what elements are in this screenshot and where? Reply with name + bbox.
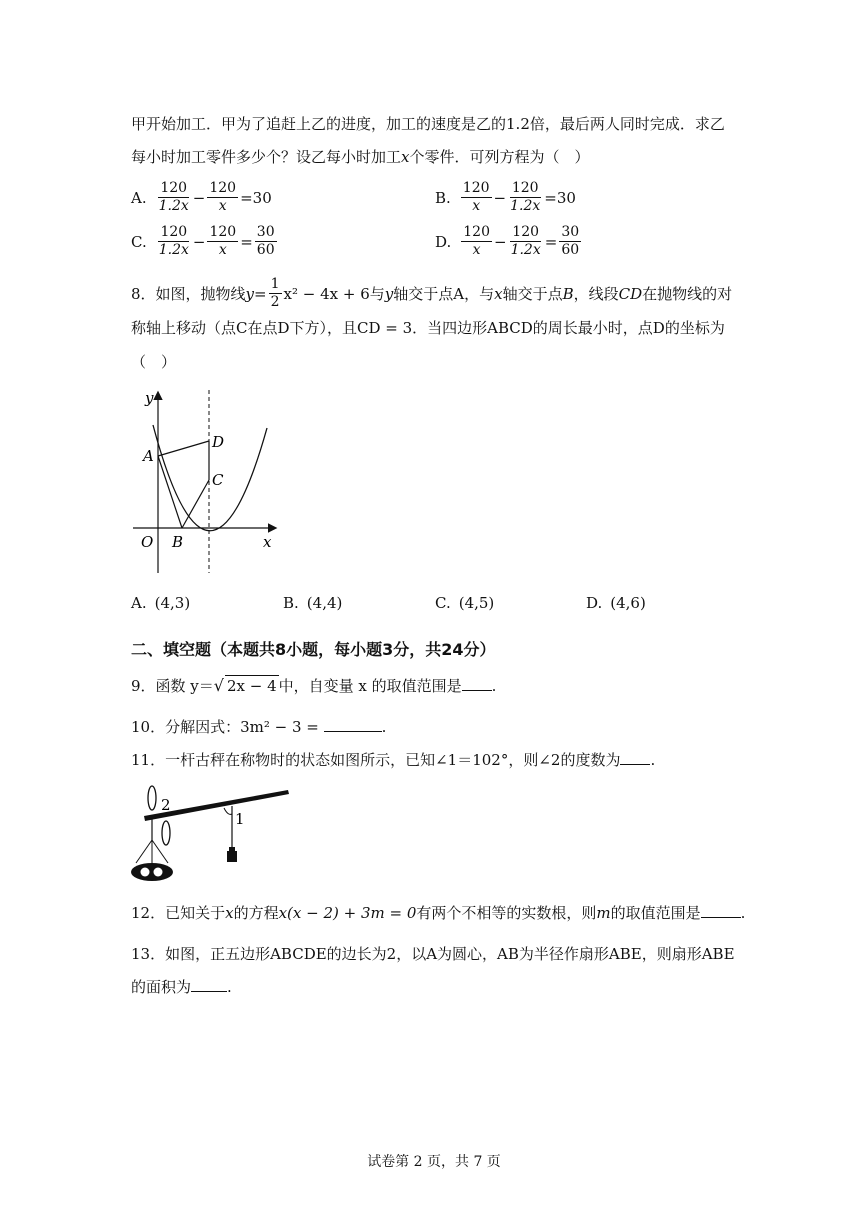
counterweight — [227, 851, 237, 862]
q8-line1: 8．如图，抛物线 y = $\frac{1}{2}$ x² − 4x + 6 与 y 轴交于点A，与 x 轴交于点 B ，线段 CD 在抛物线的对 — [131, 276, 733, 310]
upper-loop — [148, 786, 156, 810]
q7-line2: 每小时加工零件多少个？设乙每小时加工x个零件．可列方程为（ ） — [131, 148, 590, 166]
q13-answer-blank[interactable] — [191, 977, 227, 992]
q8-parabola-figure — [125, 385, 285, 580]
q8-option-c[interactable]: C. (4,5) — [435, 594, 495, 612]
q9-answer-blank[interactable] — [462, 676, 492, 691]
q13-line1: 13．如图，正五边形ABCDE的边长为2，以A为圆心，AB为半径作扇形ABE，则扇形ABE — [131, 945, 735, 963]
q11-line: 11．一杆古秤在称物时的状态如图所示，已知∠1＝102°，则∠2的度数为 . — [131, 751, 656, 769]
angle-1-label: 1 — [235, 810, 245, 828]
segment-ad — [158, 441, 209, 456]
label-b: B — [172, 533, 184, 551]
scale-pan — [131, 863, 173, 881]
q9-line: 9．函数 y＝√ 2x − 4 中，自变量 x 的取值范围是 . — [131, 676, 497, 695]
q7-option-b[interactable]: B. $\frac{120}{x}$ − $\frac{120}{1.2x}$ = 30 — [435, 180, 576, 214]
label-y: y — [145, 389, 154, 407]
label-c: C — [212, 471, 224, 489]
parabola-curve — [153, 425, 267, 531]
q8-line2: 称轴上移动（点C在点D下方），且CD = 3．当四边形ABCD的周长最小时，点D的坐标为 — [131, 319, 725, 337]
q7-option-d[interactable]: D. $\frac{120}{x}$ − $\frac{120}{1.2x}$ = $\frac{30}{60}$ — [435, 224, 580, 258]
page-footer: 试卷第 2 页，共 7 页 — [367, 1154, 501, 1170]
q11-answer-blank[interactable] — [620, 750, 650, 765]
label-o: O — [141, 533, 154, 551]
q7-line1: 甲开始加工．甲为了追赶上乙的进度，加工的速度是乙的1.2倍，最后两人同时完成．求乙 — [131, 115, 725, 133]
section-heading: 二、填空题（本题共8小题，每小题3分，共24分） — [131, 640, 496, 659]
q12-answer-blank[interactable] — [701, 903, 741, 918]
angle-2-label: 2 — [161, 796, 171, 814]
segment-ab — [158, 456, 182, 528]
q13-line2: 的面积为 . — [131, 978, 232, 996]
q11-steelyard-figure — [128, 780, 293, 885]
label-a: A — [143, 447, 154, 465]
q8-option-a[interactable]: A. (4,3) — [131, 594, 191, 612]
q10-line: 10．分解因式：3m² − 3 = . — [131, 718, 387, 736]
q8-option-d[interactable]: D. (4,6) — [586, 594, 646, 612]
label-d: D — [212, 433, 225, 451]
q8-line3: （ ） — [131, 353, 177, 371]
q7-option-c[interactable]: C. $\frac{120}{1.2x}$ − $\frac{120}{x}$ = $\frac{30}{60}$ — [131, 224, 275, 258]
q8-option-b[interactable]: B. (4,4) — [283, 594, 343, 612]
q10-answer-blank[interactable] — [324, 717, 382, 732]
q12-line: 12．已知关于x的方程x(x − 2) + 3m = 0有两个不相等的实数根，则m的取值范围是 . — [131, 904, 746, 922]
q7-option-a[interactable]: A. $\frac{120}{1.2x}$ − $\frac{120}{x}$ = 30 — [131, 180, 272, 214]
lower-loop — [162, 821, 170, 845]
label-x: x — [263, 533, 272, 551]
segment-cb — [182, 480, 209, 528]
